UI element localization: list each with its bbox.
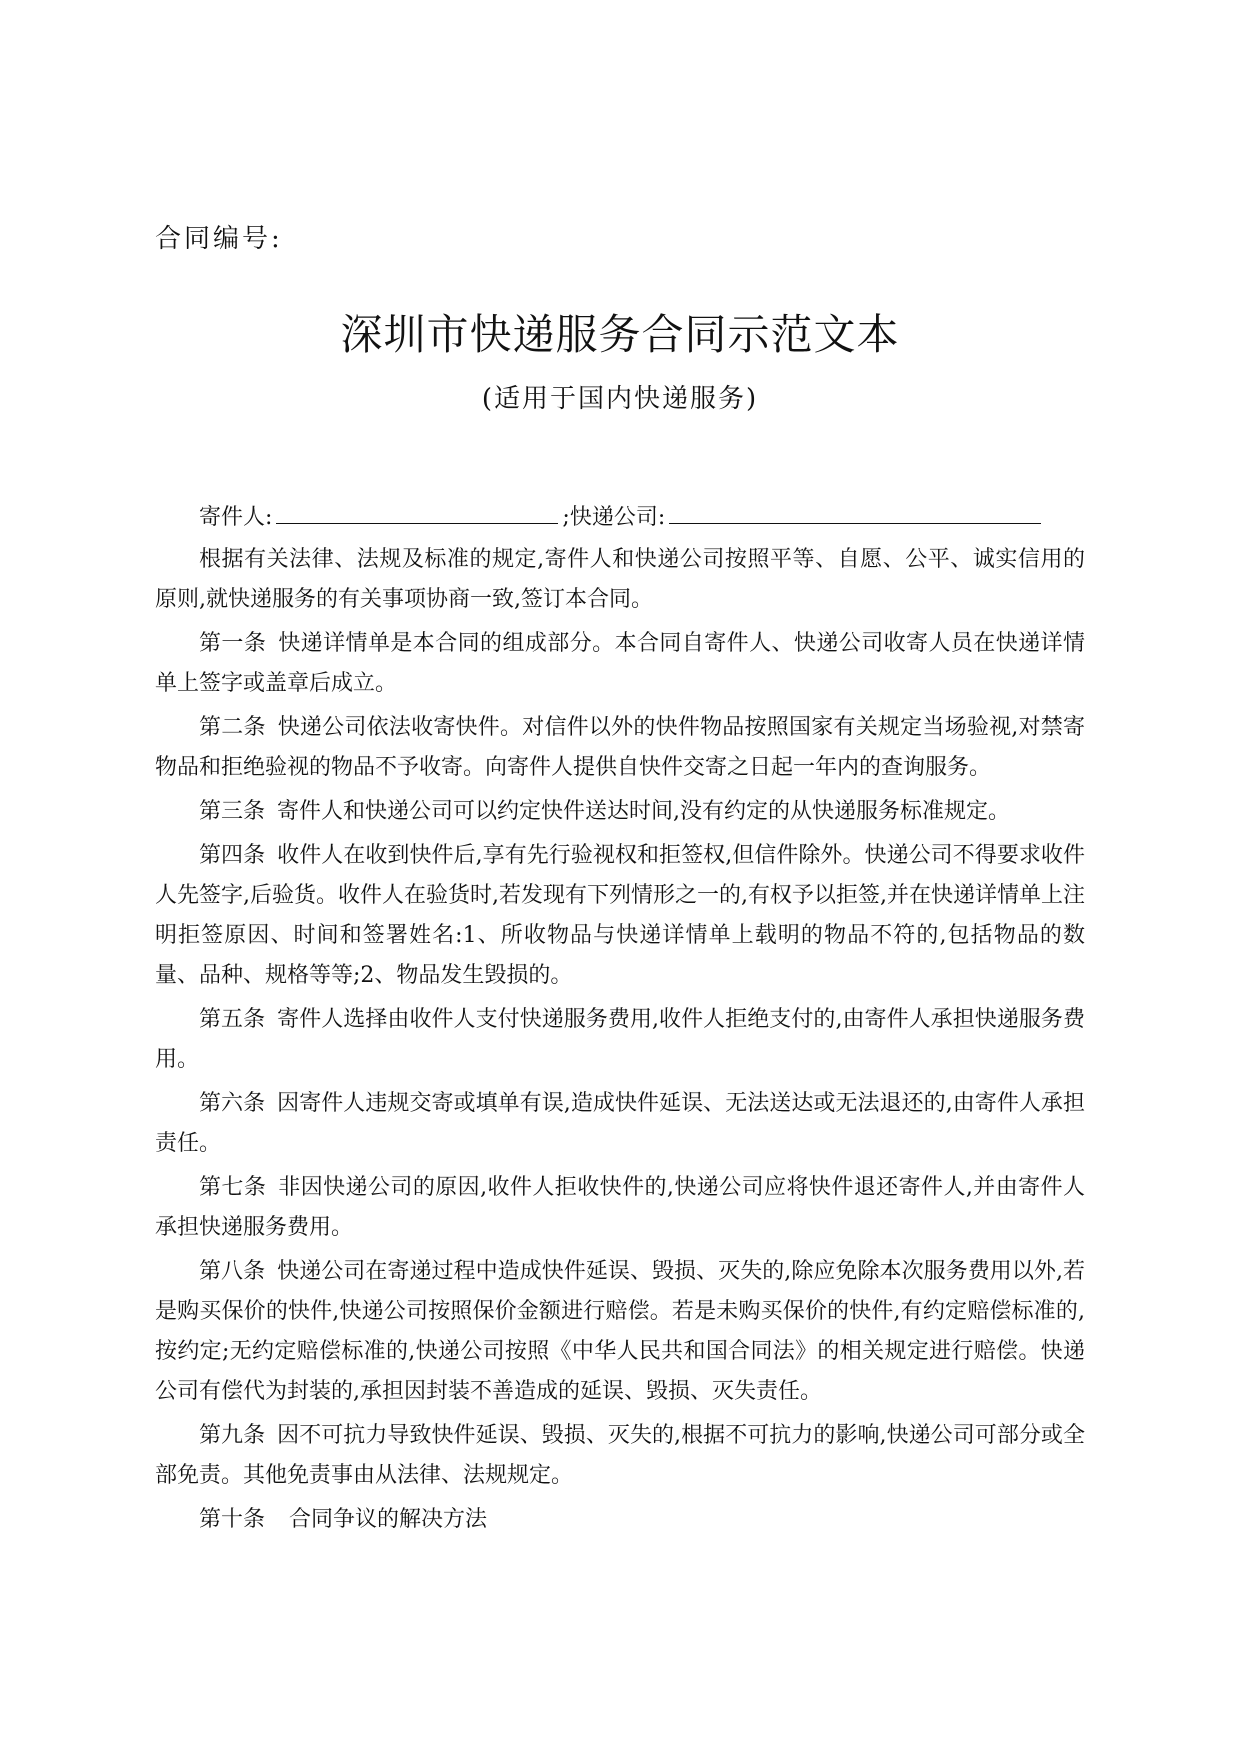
contract-body: [155, 497, 1085, 1544]
article-7: [155, 1168, 1085, 1248]
parties-line: [155, 497, 1085, 538]
article-number: 第七条: [199, 1175, 267, 1200]
sender-blank-field[interactable]: [276, 497, 558, 524]
article-number: 第三条: [199, 799, 266, 824]
article-text: 合同争议的解决方法: [289, 1507, 488, 1532]
article-text: 非因快递公司的原因,收件人拒收快件的,快递公司应将快件退还寄件人,并由寄件人承担快递服务费用。: [155, 1175, 1085, 1240]
article-text: 快递详情单是本合同的组成部分。本合同自寄件人、快递公司收寄人员在快递详情单上签字或盖章后成立。: [155, 631, 1085, 696]
article-text: 寄件人选择由收件人支付快递服务费用,收件人拒绝支付的,由寄件人承担快递服务费用。: [155, 1007, 1085, 1072]
article-text: 寄件人和快递公司可以约定快件送达时间,没有约定的从快递服务标准规定。: [277, 799, 1011, 824]
article-9: [155, 1416, 1085, 1496]
article-text: 快递公司依法收寄快件。对信件以外的快件物品按照国家有关规定当场验视,对禁寄物品和拒绝验视的物品不予收寄。向寄件人提供自快件交寄之日起一年内的查询服务。: [155, 715, 1085, 780]
parties-separator: ;: [562, 505, 570, 530]
courier-company-blank-field[interactable]: [669, 497, 1041, 524]
article-text: 因寄件人违规交寄或填单有误,造成快件延误、无法送达或无法退还的,由寄件人承担责任。: [155, 1091, 1085, 1156]
intro-paragraph: 根据有关法律、法规及标准的规定,寄件人和快递公司按照平等、自愿、公平、诚实信用的原则,就快递服务的有关事项协商一致,签订本合同。: [155, 547, 1085, 612]
courier-company-label: 快递公司:: [569, 505, 666, 530]
article-6: [155, 1084, 1085, 1164]
document-subtitle: (适用于国内快递服务): [481, 384, 759, 414]
article-1: [155, 624, 1085, 704]
article-number: 第八条: [199, 1259, 266, 1284]
article-10: [155, 1500, 1085, 1540]
article-number: 第九条: [199, 1423, 266, 1448]
sender-label: 寄件人:: [199, 505, 273, 530]
article-number: 第五条: [199, 1007, 266, 1032]
article-number: 第四条: [199, 843, 266, 868]
article-number: 第六条: [199, 1091, 266, 1116]
article-5: [155, 1000, 1085, 1080]
contract-number-label: 合同编号:: [155, 224, 283, 254]
article-text: 快递公司在寄递过程中造成快件延误、毁损、灭失的,除应免除本次服务费用以外,若是购买保价的快件,快递公司按照保价金额进行赔偿。若是未购买保价的快件,有约定赔偿标准的,按约定;无约定赔偿标准的,快递公司按照《中华人民共和国合同法》的相关规定进行赔偿。快递公司有偿代为封装的,承担因封装不善造成的延误、毁损、灭失责任。: [155, 1259, 1085, 1404]
article-2: [155, 708, 1085, 788]
article-4: [155, 836, 1085, 996]
article-number: 第二条: [199, 715, 266, 740]
document-title: 深圳市快递服务合同示范文本: [340, 310, 900, 359]
article-3: [155, 792, 1085, 832]
article-text: 因不可抗力导致快件延误、毁损、灭失的,根据不可抗力的影响,快递公司可部分或全部免责。其他免责事由从法律、法规规定。: [155, 1423, 1085, 1488]
article-text: 收件人在收到快件后,享有先行验视权和拒签权,但信件除外。快递公司不得要求收件人先签字,后验货。收件人在验货时,若发现有下列情形之一的,有权予以拒签,并在快递详情单上注明拒签原因、时间和签署姓名:1、所收物品与快递详情单上载明的物品不符的,包括物品的数量、品种、规格等等;2、物品发生毁损的。: [155, 843, 1085, 988]
article-number: 第十条: [199, 1507, 266, 1532]
article-number: 第一条: [199, 631, 267, 656]
article-8: [155, 1252, 1085, 1412]
